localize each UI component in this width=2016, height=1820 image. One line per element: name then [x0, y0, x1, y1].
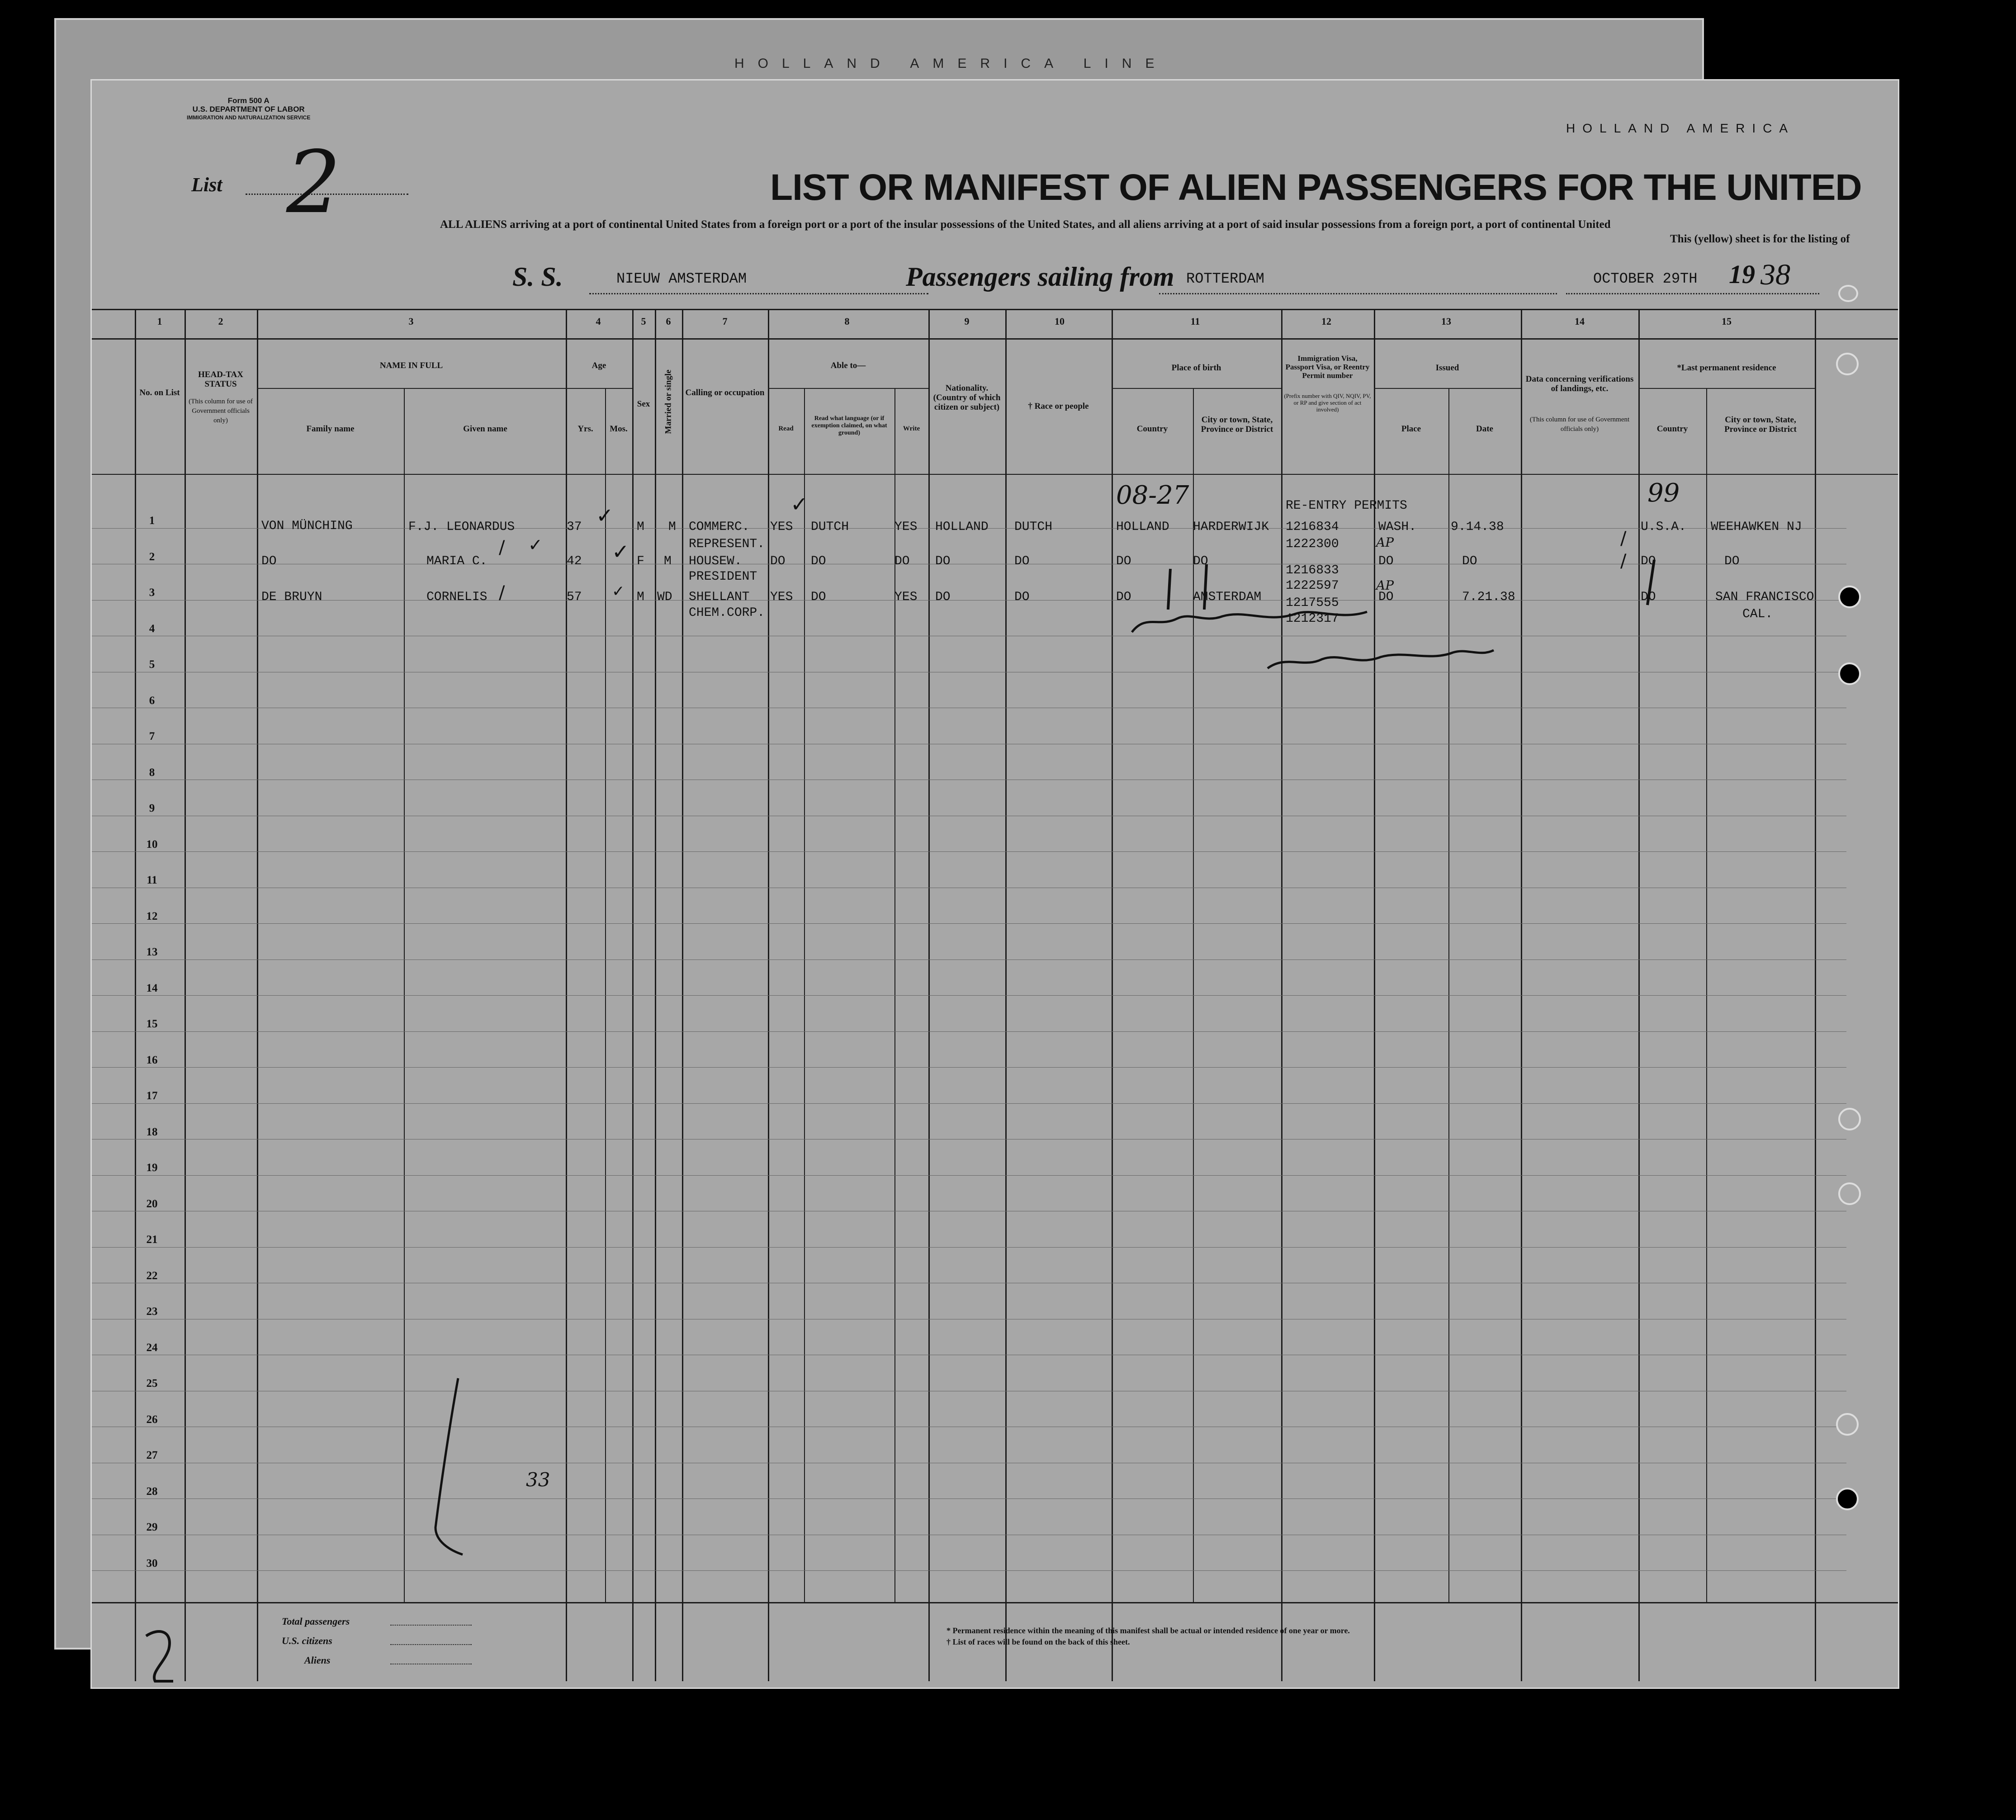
handwritten-mark: [1647, 560, 1654, 605]
binder-hole: [1838, 1108, 1861, 1130]
sailing-date: OCTOBER 29TH: [1593, 270, 1698, 287]
header-visa-note: (Prefix number with QIV, NQIV, PV, or RP and give section of act involved): [1284, 392, 1371, 413]
row-number: 7: [149, 730, 155, 742]
row2-birth-country: DO: [1116, 554, 1131, 568]
row-number: 1: [149, 515, 155, 527]
check-mark: ✓: [790, 492, 808, 516]
corner-handwritten-mark: [146, 1631, 173, 1681]
form-number: Form 500 A: [227, 96, 270, 105]
row2-family-name: DO: [261, 554, 277, 568]
line-name: HOLLAND AMERICA: [1566, 121, 1795, 135]
row2-nationality: DO: [935, 554, 951, 568]
header-landings: Data concerning verifications of landings, etc.: [1525, 374, 1634, 393]
handwriting-overlay: [92, 80, 1899, 1689]
col-number: 7: [722, 316, 728, 327]
col-number: 4: [596, 316, 601, 327]
departure-port: ROTTERDAM: [1186, 270, 1264, 287]
footer-aliens-label: Aliens: [304, 1655, 331, 1666]
row-number: 3: [149, 586, 155, 599]
header-birth-city: City or town, State, Province or District: [1201, 415, 1273, 434]
header-name-in-full: NAME IN FULL: [379, 361, 443, 370]
col-number: 14: [1575, 316, 1585, 327]
check-mark: /: [499, 537, 505, 558]
row3-race: DO: [1014, 590, 1030, 604]
col-number: 15: [1722, 316, 1732, 327]
passengers-sailing-label: Passengers sailing from: [906, 262, 1174, 292]
col-number: 8: [844, 316, 850, 327]
row2-occupation: HOUSEW.: [689, 554, 742, 568]
row1-given-name: F.J. LEONARDUS: [408, 520, 515, 534]
row3-given-name: CORNELIS: [426, 590, 487, 604]
row3-family-name: DE BRUYN: [261, 590, 322, 604]
row3-language: DO: [811, 590, 826, 604]
manifest-title: LIST OR MANIFEST OF ALIEN PASSENGERS FOR THE UNITED: [770, 167, 1862, 208]
col-number: 1: [157, 316, 162, 327]
occupation-extra-3: CHEM.CORP.: [689, 606, 765, 620]
row1-res-city: WEEHAWKEN NJ: [1711, 520, 1802, 534]
row-number: 20: [146, 1197, 158, 1210]
handwritten-mark: [1204, 564, 1207, 610]
manifest-subtitle-2: This (yellow) sheet is for the listing of: [1670, 233, 1850, 245]
row1-visa: 1216834: [1286, 520, 1339, 534]
check-mark: ✓: [528, 535, 543, 555]
row1-write: YES: [894, 520, 918, 534]
row-number: 13: [146, 946, 158, 958]
footer-us-citizens-label: U.S. citizens: [282, 1635, 332, 1646]
handwritten-count: 33: [526, 1469, 550, 1491]
row-number: 10: [146, 838, 158, 851]
row-number: 5: [149, 658, 155, 671]
handwritten-long-stroke: [435, 1378, 463, 1555]
row3-res-city: SAN FRANCISCO: [1715, 590, 1814, 604]
ship-name: NIEUW AMSTERDAM: [616, 270, 747, 287]
header-given-name: Given name: [463, 424, 507, 434]
check-mark: ✓: [612, 582, 625, 600]
row-number: 6: [149, 694, 155, 707]
header-married: Married or single: [663, 369, 673, 434]
header-visa: Immigration Visa, Passport Visa, or Reentry Permit number: [1285, 354, 1370, 380]
row-number: 30: [146, 1557, 158, 1569]
binder-hole: [1836, 1488, 1859, 1510]
handwritten-birth-code: 08-27: [1116, 481, 1189, 510]
binder-hole: [1836, 353, 1859, 375]
row2-res-country: DO: [1641, 554, 1656, 568]
header-calling: Calling or occupation: [685, 388, 765, 397]
row3-issued-place: DO: [1378, 590, 1394, 604]
footer-note-residence: * Permanent residence within the meaning of this manifest shall be actual or intended residence of one year or more.: [946, 1626, 1350, 1635]
row1-race: DUTCH: [1014, 520, 1053, 534]
visa-extra-1: 1222300: [1286, 537, 1339, 551]
row3-age-years: 57: [567, 590, 582, 604]
row1-marital: M: [668, 520, 676, 534]
row-number: 21: [146, 1234, 158, 1246]
row1-read: YES: [770, 520, 793, 534]
manifest-subtitle: ALL ALIENS arriving at a port of continental United States from a foreign port or a port of the insular possessions of the United States, and all aliens arriving at a port of said insular possessions from a foreign port, a port of continental United: [440, 218, 1611, 231]
header-res-city: City or town, State, Province or District: [1724, 415, 1797, 434]
row-number: 8: [149, 766, 155, 779]
header-nationality: Nationality. (Country of which citizen or subject): [933, 383, 1001, 412]
header-write: Write: [903, 425, 920, 432]
row-number: 27: [146, 1449, 158, 1461]
row1-age-years: 37: [567, 520, 582, 534]
row3-write: YES: [894, 590, 918, 604]
col-number: 9: [964, 316, 970, 327]
check-mark: ✓: [596, 503, 614, 528]
col-number: 11: [1190, 316, 1200, 327]
header-age-years: Yrs.: [577, 424, 593, 434]
res-city-extra: CAL.: [1742, 607, 1773, 621]
row2-race: DO: [1014, 554, 1030, 568]
header-last-residence: *Last permanent residence: [1677, 363, 1776, 373]
row-number: 25: [146, 1377, 158, 1390]
row3-issued-date: 7.21.38: [1462, 590, 1515, 604]
footer-total-passengers-line: [390, 1625, 472, 1626]
col-number: 10: [1055, 316, 1065, 327]
row-number: 9: [149, 802, 155, 814]
header-issued-place: Place: [1401, 424, 1421, 434]
row-number: 24: [146, 1341, 158, 1354]
row2-visa: 1216833: [1286, 563, 1339, 577]
row-number: 29: [146, 1521, 158, 1533]
occupation-extra-1: REPRESENT.: [689, 537, 765, 551]
occupation-extra-2: SHELLANT: [689, 590, 750, 604]
handwritten-ap-mark: AP: [1376, 578, 1394, 593]
header-race: † Race or people: [1028, 402, 1089, 411]
visa-extra-2: 1222597: [1286, 579, 1339, 593]
row-number: 4: [149, 622, 155, 635]
col-number: 2: [218, 316, 223, 327]
row1-language: DUTCH: [811, 520, 849, 534]
row1-res-country: U.S.A.: [1641, 520, 1686, 534]
header-issued-date: Date: [1476, 424, 1493, 434]
binder-hole: [1838, 285, 1858, 302]
row1-family-name: VON MÜNCHING: [261, 519, 353, 533]
header-age: Age: [592, 361, 606, 370]
header-place-of-birth: Place of birth: [1171, 363, 1221, 373]
handwritten-residence-code: 99: [1647, 478, 1680, 508]
header-landings-note: (This column for use of Government officials only): [1529, 416, 1630, 433]
row-number: 2: [149, 550, 155, 563]
footer-total-passengers-label: Total passengers: [282, 1616, 350, 1627]
row3-visa: 1217555: [1286, 596, 1339, 610]
row1-issued-date: 9.14.38: [1451, 520, 1504, 534]
row3-birth-city: AMSTERDAM: [1193, 590, 1262, 604]
header-no-on-list: No. on List: [139, 388, 180, 397]
reentry-permits-note: RE-ENTRY PERMITS: [1286, 499, 1407, 513]
handwritten-signature: [1132, 612, 1367, 632]
handwritten-mark: [1168, 569, 1170, 610]
header-read: Read: [778, 425, 794, 432]
row1-sex: M: [637, 520, 644, 534]
row-number: 18: [146, 1125, 158, 1138]
footer-note-races: † List of races will be found on the back of this sheet.: [946, 1637, 1130, 1646]
row1-occupation: COMMERC.: [689, 520, 750, 534]
bureau-name: IMMIGRATION AND NATURALIZATION SERVICE: [187, 114, 311, 121]
list-number: 2: [286, 132, 341, 232]
binder-hole: [1836, 1413, 1859, 1436]
header-birth-country: Country: [1136, 424, 1168, 434]
row3-birth-country: DO: [1116, 590, 1131, 604]
row1-birth-country: HOLLAND: [1116, 520, 1169, 534]
row3-nationality: DO: [935, 590, 951, 604]
header-res-country: Country: [1656, 424, 1688, 434]
row3-marital: WD: [657, 590, 672, 604]
binder-hole: [1838, 662, 1861, 685]
col-number: 5: [641, 316, 646, 327]
row2-res-city: DO: [1724, 554, 1740, 568]
col-number: 3: [408, 316, 414, 327]
row-number: 14: [146, 982, 158, 994]
list-label: List: [191, 174, 222, 196]
row-number: 16: [146, 1054, 158, 1066]
col-number: 13: [1441, 316, 1451, 327]
manifest-sheet: [90, 79, 1899, 1689]
header-able-to: Able to—: [830, 361, 866, 370]
header-issued: Issued: [1435, 363, 1459, 373]
check-mark: /: [1620, 528, 1627, 549]
col-number: 12: [1321, 316, 1331, 327]
row3-read: YES: [770, 590, 793, 604]
year-suffix: 38: [1760, 258, 1790, 291]
row1-birth-city: HARDERWIJK: [1193, 520, 1269, 534]
col-number: 6: [666, 316, 671, 327]
binder-hole: [1838, 586, 1861, 608]
row2-given-name: MARIA C.: [426, 554, 487, 568]
row1-nationality: HOLLAND: [935, 520, 989, 534]
check-mark: /: [1620, 551, 1627, 572]
header-read-language: Read what language (or if exemption claimed, on what ground): [811, 415, 887, 436]
row-number: 17: [146, 1090, 158, 1102]
header-sex: Sex: [637, 399, 650, 409]
row2-language: DO: [811, 554, 826, 568]
binder-hole: [1838, 1182, 1861, 1205]
row2-age-years: 42: [567, 554, 582, 568]
row3-sex: M: [637, 590, 644, 604]
row2-write: DO: [894, 554, 910, 568]
check-mark: /: [499, 582, 505, 603]
row1-issued-place: WASH.: [1378, 520, 1417, 534]
row-number: 11: [147, 874, 157, 886]
footer-us-citizens-line: [390, 1644, 472, 1645]
row-number: 26: [146, 1413, 158, 1426]
row-number: 23: [146, 1305, 158, 1318]
row2-issued-place: DO: [1378, 554, 1394, 568]
back-sheet-title: HOLLAND AMERICA LINE: [734, 56, 1168, 71]
year-prefix: 19: [1729, 260, 1755, 289]
row-number: 15: [146, 1018, 158, 1030]
row2-marital: M: [664, 554, 672, 568]
row2-read: DO: [770, 554, 786, 568]
handwritten-ap-mark: AP: [1376, 535, 1394, 550]
department-name: U.S. DEPARTMENT OF LABOR: [192, 105, 305, 113]
header-family-name: Family name: [306, 424, 355, 434]
row2-sex: F: [637, 554, 644, 568]
check-mark: ✓: [612, 539, 629, 564]
row2-birth-city: DO: [1193, 554, 1208, 568]
row3-res-country: DO: [1641, 590, 1656, 604]
row-number: 28: [146, 1485, 158, 1498]
row2-issued-date: DO: [1462, 554, 1477, 568]
row-number: 19: [146, 1162, 158, 1174]
row3-occupation: PRESIDENT: [689, 570, 757, 584]
ss-label: S. S.: [512, 262, 563, 292]
header-head-tax: HEAD-TAX STATUS: [198, 370, 243, 389]
header-age-months: Mos.: [610, 424, 628, 434]
visa-extra-3: 1212317: [1286, 612, 1339, 626]
row-number: 22: [146, 1269, 158, 1282]
header-head-tax-note: (This column for use of Government officials only): [189, 398, 253, 424]
row-number: 12: [146, 910, 158, 922]
handwritten-signature: [1268, 650, 1494, 668]
